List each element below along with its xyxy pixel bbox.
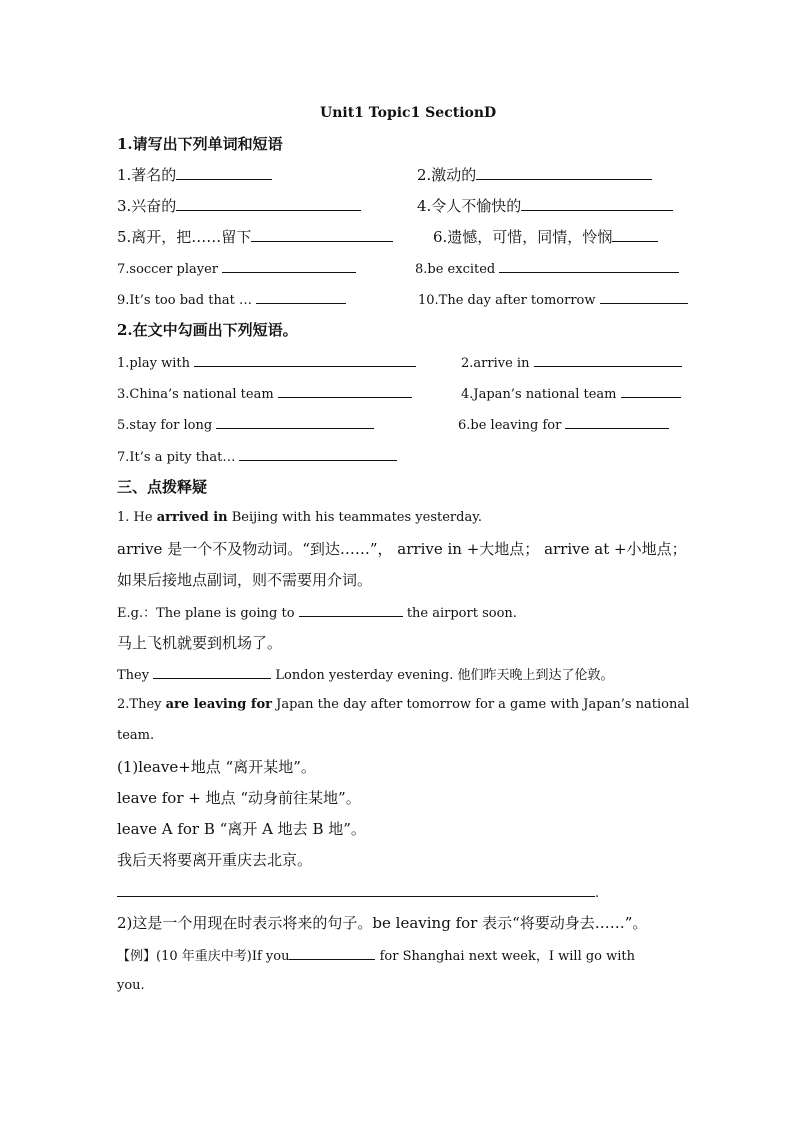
example-sentence: 2.They are leaving for Japan the day after tomorrow for a game with Japan’s national [117,697,690,712]
exercise-item: 3.兴奋的 [117,196,361,216]
exercise-item: 5.离开，把……留下 [117,227,393,247]
answer-blank[interactable] [256,289,346,304]
explanation-line: leave A for B “离开 A 地去 B 地”。 [117,820,366,838]
exercise-item: 4.令人不愉快的 [417,196,673,216]
answer-blank[interactable] [534,352,682,367]
answer-blank[interactable] [176,165,272,180]
answer-blank[interactable] [600,289,688,304]
answer-blank[interactable] [176,196,361,211]
answer-blank[interactable] [521,196,673,211]
exercise-item: 1.著名的 [117,165,272,185]
explanation-line: 如果后接地点副词，则不需要用介词。 [117,571,373,589]
answer-line[interactable]: . [117,882,599,904]
answer-blank[interactable] [216,414,374,429]
exercise-sentence: E.g.：The plane is going to the airport soon. [117,602,517,624]
explanation-line: (1)leave+地点 “离开某地”。 [117,758,316,776]
answer-blank[interactable] [565,414,669,429]
answer-blank[interactable] [612,227,658,242]
exercise-item: 2.激动的 [417,165,652,185]
translation-line: 马上飞机就要到机场了。 [117,634,283,652]
answer-blank[interactable] [499,258,679,273]
exercise-item: 6.be leaving for [458,414,669,436]
exam-example-cont: you. [117,978,145,993]
exam-example: 【例】(10 年重庆中考)If you for Shanghai next week，I will go with [117,945,635,967]
explanation-line: arrive 是一个不及物动词。“到达……”， arrive in +大地点； arrive at +小地点； [117,540,687,558]
exercise-item: 8.be excited [415,258,679,280]
example-sentence-cont: team. [117,728,155,743]
answer-blank[interactable] [278,383,412,398]
exercise-item: 3.China’s national team [117,383,412,405]
exercise-item: 7.It’s a pity that… [117,446,397,468]
answer-blank[interactable] [222,258,356,273]
explanation-line: leave for + 地点 “动身前往某地”。 [117,789,361,807]
section1-heading: 1.请写出下列单词和短语 [117,135,283,153]
exercise-item: 7.soccer player [117,258,356,280]
exercise-item: 9.It’s too bad that … [117,289,346,311]
answer-blank[interactable] [117,882,595,897]
answer-blank[interactable] [153,664,271,679]
example-sentence: 1. He arrived in Beijing with his teammates yesterday. [117,510,482,525]
exercise-item: 6.遗憾，可惜，同情，怜悯 [433,227,658,247]
page-title: Unit1 Topic1 SectionD [320,105,497,121]
answer-blank[interactable] [299,602,403,617]
exercise-sentence: They London yesterday evening. 他们昨天晚上到达了伦敦。 [117,664,613,686]
explanation-line: 2)这是一个用现在时表示将来的句子。be leaving for 表示“将要动身去……”。 [117,914,648,932]
exercise-item: 10.The day after tomorrow [418,289,688,311]
answer-blank[interactable] [289,945,375,960]
answer-blank[interactable] [251,227,393,242]
exercise-item: 1.play with [117,352,416,374]
exercise-item: 4.Japan’s national team [461,383,681,405]
answer-blank[interactable] [621,383,681,398]
answer-blank[interactable] [239,446,397,461]
answer-blank[interactable] [194,352,416,367]
section3-heading: 三、点拨释疑 [117,478,208,496]
exercise-item: 2.arrive in [461,352,682,374]
answer-blank[interactable] [476,165,652,180]
translation-prompt: 我后天将要离开重庆去北京。 [117,851,313,869]
section2-heading: 2.在文中勾画出下列短语。 [117,321,298,339]
exercise-item: 5.stay for long [117,414,374,436]
